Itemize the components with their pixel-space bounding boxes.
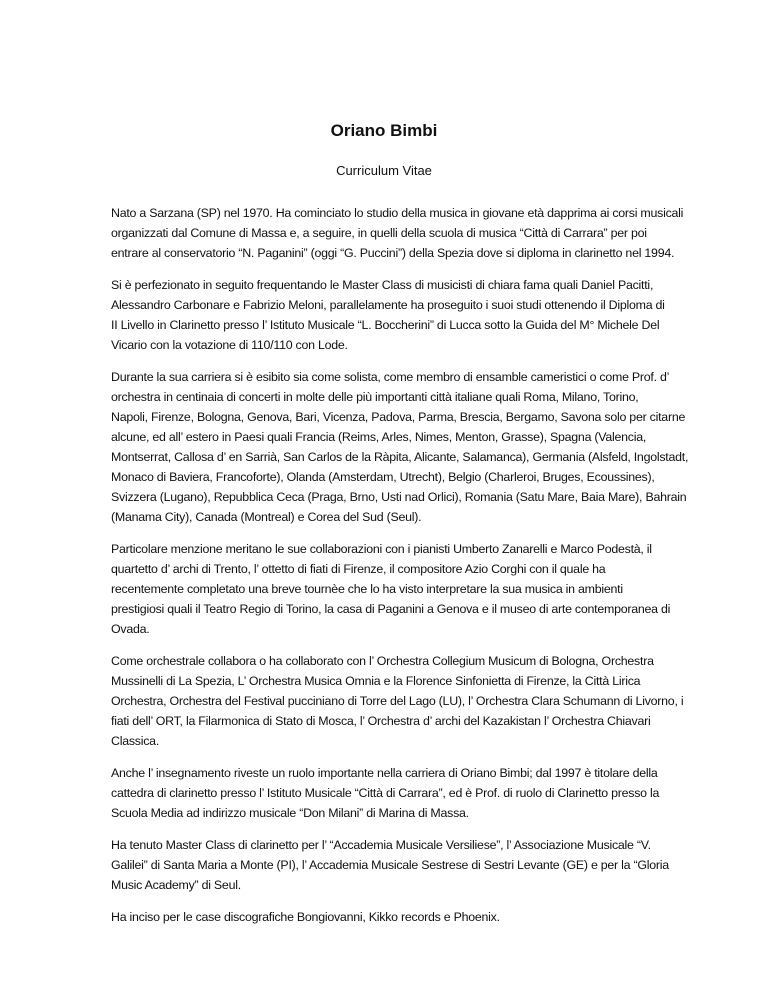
paragraph-line: Nato a Sarzana (SP) nel 1970. Ha cominciato lo studio della musica in giovane età dapprima ai corsi musicali xyxy=(111,206,684,220)
document-subtitle: Curriculum Vitae xyxy=(336,163,432,178)
paragraph-line: Mussinelli di La Spezia, L’ Orchestra Musica Omnia e la Florence Sinfonietta di Firenze, la Città Lirica xyxy=(111,674,641,688)
paragraph-line: II Livello in Clarinetto presso l’ Istituto Musicale “L. Boccherini” di Lucca sotto la Guida del M° Michele Del xyxy=(111,318,660,332)
paragraph-line: Galilei” di Santa Maria a Monte (PI), l’ Accademia Musicale Sestrese di Sestri Levante (GE) e per la “Gloria xyxy=(111,858,669,872)
paragraph-line: fiati dell’ ORT, la Filarmonica di Stato di Mosca, l’ Orchestra d’ archi del Kazakistan l’ Orchestra Chiavari xyxy=(111,714,651,728)
paragraph-line: Svizzera (Lugano), Repubblica Ceca (Praga, Brno, Usti nad Orlici), Romania (Satu Mare, Baia Mare), Bahrain xyxy=(111,490,687,504)
paragraph-line: Vicario con la votazione di 110/110 con Lode. xyxy=(111,338,348,352)
paragraph-line: quartetto d’ archi di Trento, l’ ottetto di fiati di Firenze, il compositore Azio Corghi con il quale ha xyxy=(111,562,606,576)
paragraph-line: Ovada. xyxy=(111,622,150,636)
paragraph-line: Ha tenuto Master Class di clarinetto per l’ “Accademia Musicale Versiliese”, l’ Associazione Musicale “V. xyxy=(111,838,651,852)
paragraph xyxy=(111,763,671,823)
paragraph-line: Alessandro Carbonare e Fabrizio Meloni, parallelamente ha proseguito i suoi studi ottenendo il Diploma di xyxy=(111,298,665,312)
paragraph-line: Come orchestrale collabora o ha collaborato con l’ Orchestra Collegium Musicum di Bologna, Orchestra xyxy=(111,654,654,668)
paragraph-line: Durante la sua carriera si è esibito sia come solista, come membro di ensamble cameristici o come Prof. d’ xyxy=(111,370,670,384)
paragraph xyxy=(111,835,671,895)
paragraph-line: Music Academy” di Seul. xyxy=(111,878,241,892)
paragraph-line: Montserrat, Callosa d’ en Sarrià, San Carlos de la Ràpita, Alicante, Salamanca), Germania (Alsfeld, Ingolstadt, xyxy=(111,450,689,464)
paragraph xyxy=(111,275,671,355)
paragraph xyxy=(111,203,684,263)
paragraph-line: cattedra di clarinetto presso l’ Istituto Musicale “Città di Carrara”, ed è Prof. di ruolo di Clarinetto presso la xyxy=(111,786,660,800)
paragraph-line: Si è perfezionato in seguito frequentando le Master Class di musicisti di chiara fama quali Daniel Pacitti, xyxy=(111,278,654,292)
paragraph-line: Classica. xyxy=(111,734,160,748)
paragraph-line: prestigiosi quali il Teatro Regio di Torino, la casa di Paganini a Genova e il museo di arte contemporanea di xyxy=(111,602,671,616)
paragraph-line: Particolare menzione meritano le sue collaborazioni con i pianisti Umberto Zanarelli e Marco Podestà, il xyxy=(111,542,652,556)
paragraph-line: alcune, ed all’ estero in Paesi quali Francia (Reims, Arles, Nimes, Menton, Grasse), Spagna (Valencia, xyxy=(111,430,647,444)
paragraph-line: orchestra in centinaia di concerti in molte delle più importanti città italiane quali Roma, Milano, Torino, xyxy=(111,390,639,404)
paragraph xyxy=(111,367,689,527)
paragraph xyxy=(111,907,671,927)
document-body xyxy=(111,203,689,939)
paragraph-line: recentemente completato una breve tournèe che lo ha visto interpretare la sua musica in ambienti xyxy=(111,582,623,596)
paragraph-line: Monaco di Baviera, Francoforte), Olanda (Amsterdam, Utrecht), Belgio (Charleroi, Bruges, Ecoussines), xyxy=(111,470,655,484)
paragraph-line: Orchestra, Orchestra del Festival pucciniano di Torre del Lago (LU), l’ Orchestra Clara Schumann di Livorno, i xyxy=(111,694,684,708)
paragraph xyxy=(111,539,671,639)
paragraph-line: organizzati dal Comune di Massa e, a seguire, in quelli della scuola di musica “Città di Carrara” per poi xyxy=(111,226,647,240)
paragraph-line: Ha inciso per le case discografiche Bongiovanni, Kikko records e Phoenix. xyxy=(111,910,500,924)
document-title: Oriano Bimbi xyxy=(330,121,438,140)
paragraph-line: Napoli, Firenze, Bologna, Genova, Bari, Vicenza, Padova, Parma, Brescia, Bergamo, Savona solo per citarne xyxy=(111,410,686,424)
paragraph-line: entrare al conservatorio “N. Paganini” (oggi “G. Puccini”) della Spezia dove si diploma in clarinetto nel 1994. xyxy=(111,246,675,260)
paragraph-line: (Manama City), Canada (Montreal) e Corea del Sud (Seul). xyxy=(111,510,422,524)
paragraph-line: Scuola Media ad indirizzo musicale “Don Milani” di Marina di Massa. xyxy=(111,806,469,820)
paragraph xyxy=(111,651,684,751)
paragraph-line: Anche l’ insegnamento riveste un ruolo importante nella carriera di Oriano Bimbi; dal 1997 è titolare della xyxy=(111,766,658,780)
